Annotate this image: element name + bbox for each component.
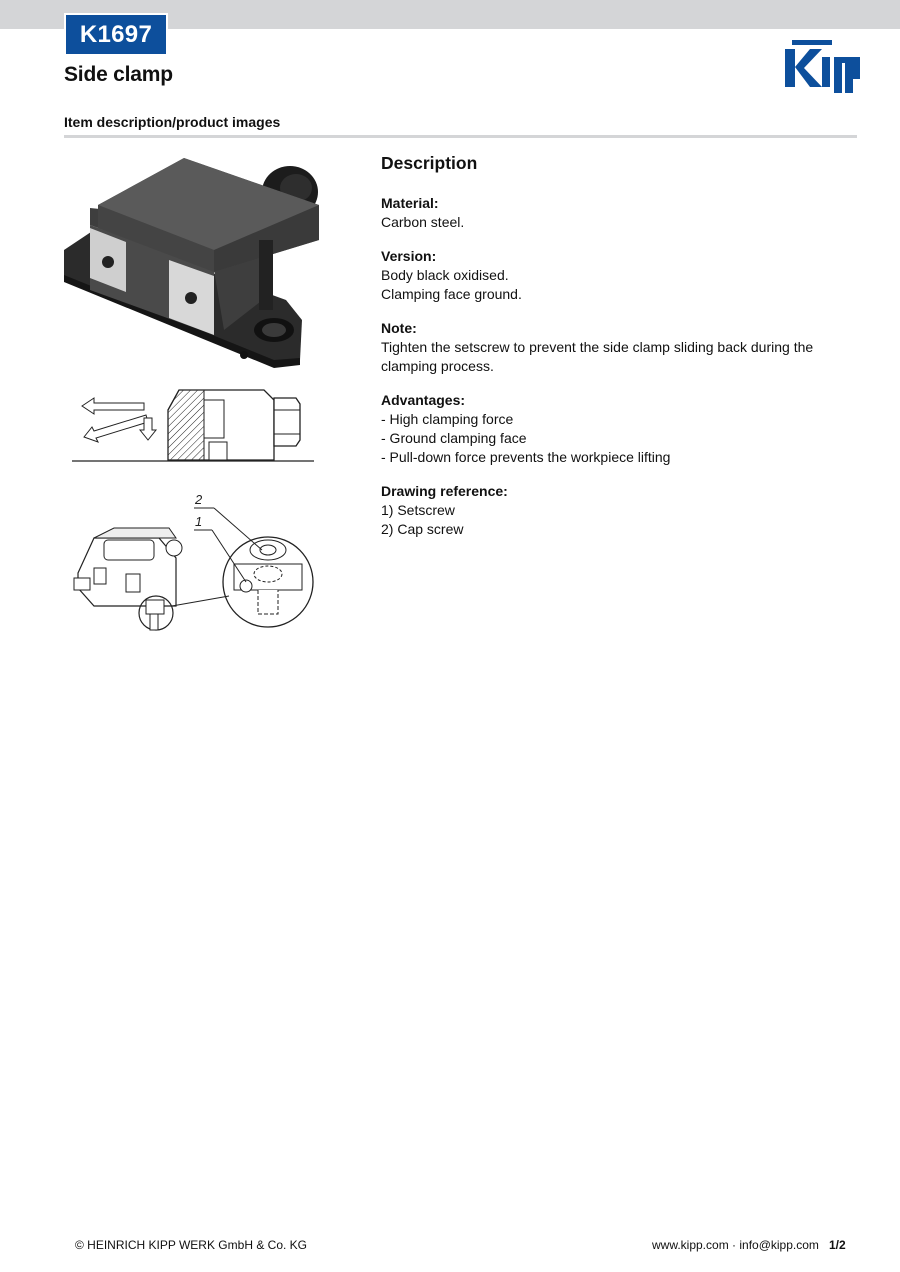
- page-title: Side clamp: [64, 63, 173, 86]
- version-line: Clamping face ground.: [381, 286, 522, 302]
- drawing-reference-label: Drawing reference:: [381, 483, 508, 499]
- advantage-item: - High clamping force: [381, 411, 514, 427]
- note-text: Tighten the setscrew to prevent the side clamp sliding back during the clamping process.: [381, 339, 814, 374]
- section-divider: [64, 135, 857, 138]
- advantage-item: - Pull-down force prevents the workpiece lifting: [381, 449, 671, 465]
- material-label: Material:: [381, 195, 439, 211]
- product-photo: [64, 150, 326, 372]
- material-block: [381, 194, 861, 232]
- advantages-label: Advantages:: [381, 392, 466, 408]
- footer-copyright: © HEINRICH KIPP WERK GmbH & Co. KG: [75, 1238, 307, 1252]
- description-title: Description: [381, 153, 478, 173]
- version-block: [381, 247, 861, 304]
- section-heading: Item description/product images: [64, 114, 281, 130]
- advantage-item: - Ground clamping face: [381, 430, 527, 446]
- product-code-badge: K1697: [64, 13, 168, 56]
- kipp-logo: [782, 37, 860, 93]
- material-value: Carbon steel.: [381, 214, 465, 230]
- drawing-reference-block: [381, 482, 861, 539]
- note-block: [381, 319, 861, 376]
- version-line: Body black oxidised.: [381, 267, 509, 283]
- footer-contact[interactable]: www.kipp.com · info@kipp.com: [652, 1238, 819, 1252]
- drawing-ref-1: 1: [195, 514, 203, 529]
- note-label: Note:: [381, 320, 417, 336]
- advantages-block: [381, 391, 861, 467]
- clamping-schematic: [64, 382, 326, 468]
- version-label: Version:: [381, 248, 437, 264]
- drawing-ref-2: 2: [195, 492, 203, 507]
- description-panel: [381, 152, 861, 554]
- page-number: 1/2: [829, 1238, 846, 1252]
- drawing-reference-item: 1) Setscrew: [381, 502, 455, 518]
- technical-drawing: [64, 478, 322, 642]
- drawing-reference-item: 2) Cap screw: [381, 521, 464, 537]
